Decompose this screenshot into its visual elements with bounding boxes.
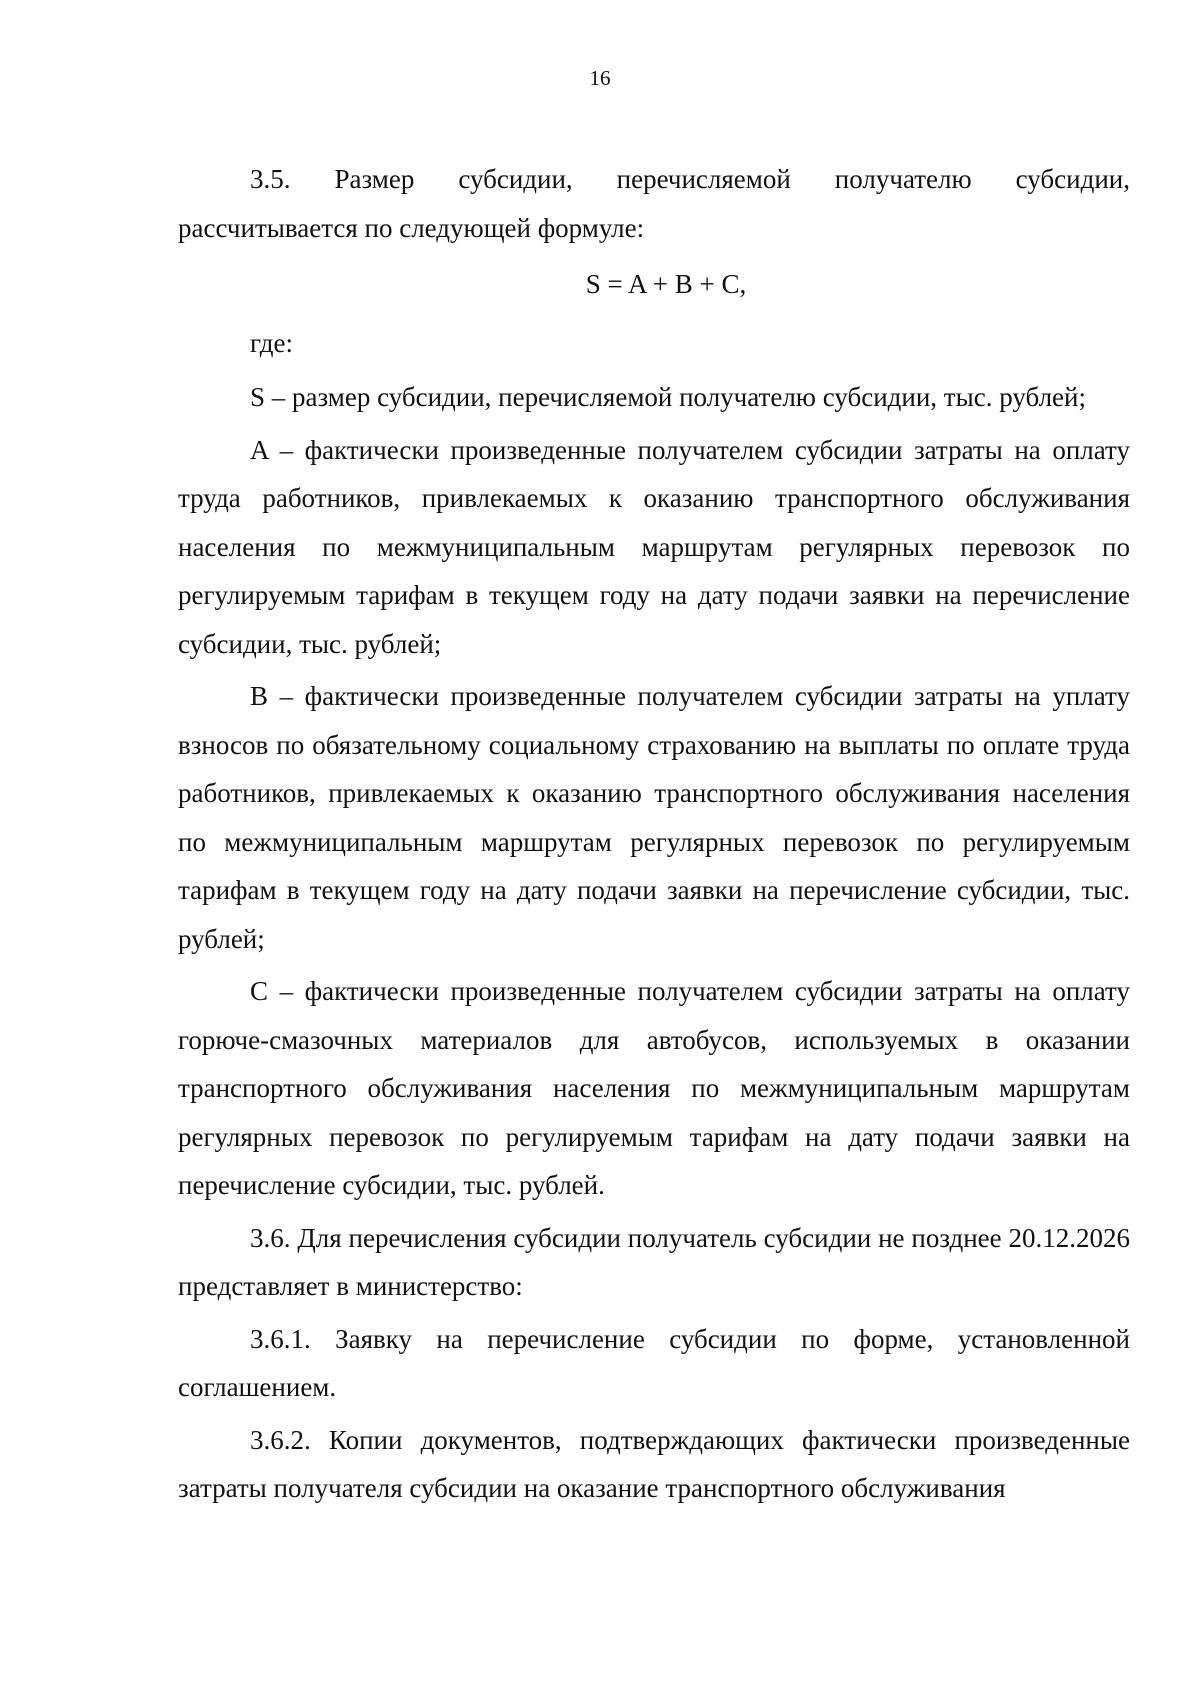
definition-b: B – фактически произведенные получателем субсидии затраты на уплату взносов по обязательному социальному страхованию на выплаты по оплате труда работников, привлекаемых к оказанию транспортного обслуживания населения по межмуниципальным маршрутам регулярных перевозок по регулируемым тарифам в текущем году на дату подачи заявки на перечисление субсидии, тыс. рублей; [178,681,1130,954]
paragraph-3-5: 3.5. Размер субсидии, перечисляемой получателю субсидии, рассчитывается по следующей формуле: [178,164,1130,243]
document-body [178,155,1130,1513]
page-number: 16 [589,66,611,90]
paragraph-3-6-2: 3.6.2. Копии документов, подтверждающих фактически произведенные затраты получателя субсидии на оказание транспортного обслуживания [178,1424,1130,1503]
definition-a: A – фактически произведенные получателем субсидии затраты на оплату труда работников, привлекаемых к оказанию транспортного обслуживания населения по межмуниципальным маршрутам регулярных перевозок по регулируемым тарифам в текущем году на дату подачи заявки на перечисление субсидии, тыс. рублей; [178,434,1130,659]
where-label: где: [250,327,293,358]
paragraph-3-6-1: 3.6.1. Заявку на перечисление субсидии по форме, установленной соглашением. [178,1323,1130,1402]
definition-s: S – размер субсидии, перечисляемой получателю субсидии, тыс. рублей; [250,382,1086,412]
subsidy-formula: S = A + B + C, [585,269,747,299]
paragraph-3-6: 3.6. Для перечисления субсидии получатель субсидии не позднее 20.12.2026 представляет в министерство: [178,1222,1130,1301]
definition-c: C – фактически произведенные получателем субсидии затраты на оплату горюче-смазочных материалов для автобусов, используемых в оказании транспортного обслуживания населения по межмуниципальным маршрутам регулярных перевозок по регулируемым тарифам на дату подачи заявки на перечисление субсидии, тыс. рублей. [178,976,1130,1200]
